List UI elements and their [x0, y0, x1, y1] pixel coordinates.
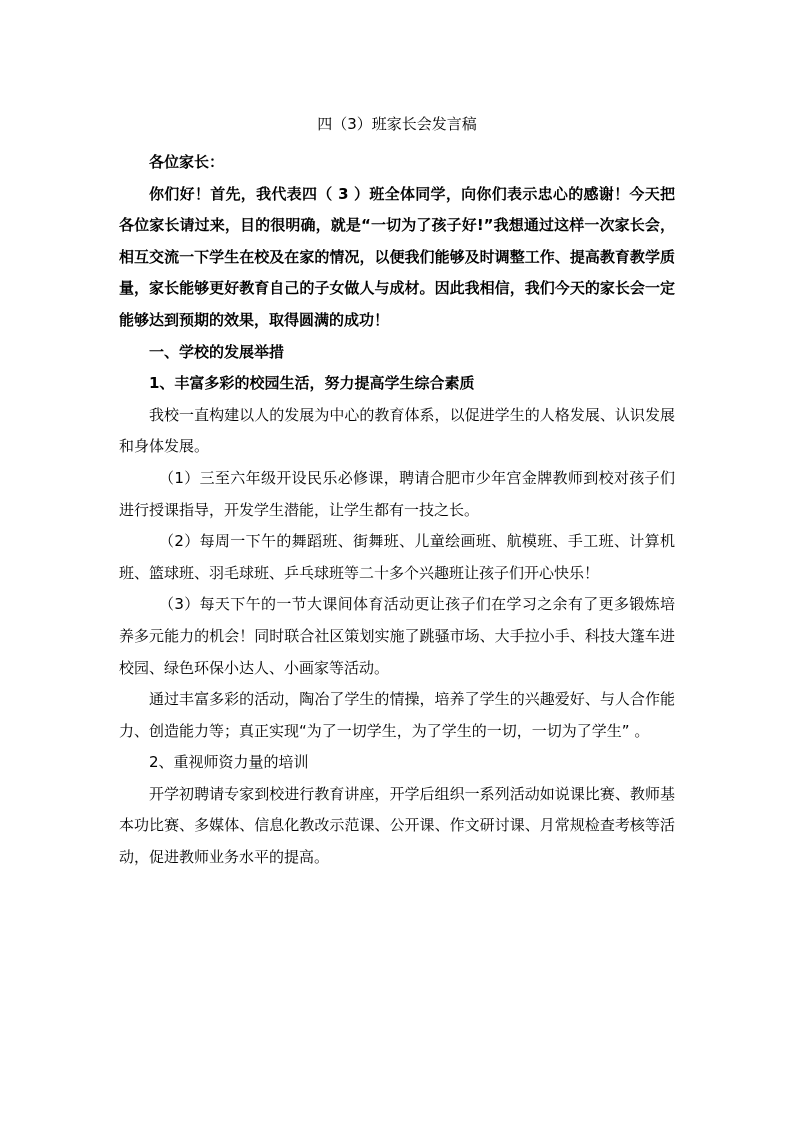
- subsection-2-text: 开学初聘请专家到校进行教育讲座，开学后组织一系列活动如说课比赛、教师基本功比赛、多媒体、信息化教改示范课、公开课、作文研讨课、月常规检查考核等活动，促进教师业务水平的提高。: [119, 784, 675, 867]
- summary-paragraph: 通过丰富多彩的活动，陶冶了学生的情操，培养了学生的兴趣爱好、与人合作能力、创造能力等；真正实现“为了一切学生，为了学生的一切，一切为了学生” 。: [119, 690, 675, 740]
- subsection-heading-2: 2、重视师资力量的培训: [149, 753, 309, 772]
- document-title: 四（3）班家长会发言稿: [317, 115, 477, 133]
- opening-paragraph: 你们好！首先，我代表四（ 3 ）班全体同学，向你们表示忠心的感谢！今天把各位家长请过来，目的很明确，就是“一切为了孩子好!”我想通过这样一次家长会，相互交流一下学生在校及在家的情况，以便我们能够及时调整工作、提高教育教学质量，家长能够更好教育自己的子女做人与成材。因此我相信，我们今天的家长会一定能够达到预期的效果，取得圆满的成功！: [119, 184, 675, 329]
- section-heading-1: 一、学校的发展举措: [149, 342, 285, 361]
- list-item-1: （1）三至六年级开设民乐必修课，聘请合肥市少年宫金牌教师到校对孩子们进行授课指导，开发学生潜能，让学生都有一技之长。: [119, 468, 675, 519]
- subsection-heading-1: 1、丰富多彩的校园生活，努力提高学生综合素质: [149, 374, 475, 393]
- subsection-1-intro: 我校一直构建以人的发展为中心的教育体系，以促进学生的人格发展、认识发展和身体发展。: [119, 405, 675, 456]
- document-body: [119, 147, 675, 874]
- greeting: 各位家长：: [149, 153, 225, 171]
- list-item-3: （3）每天下午的一节大课间体育活动更让孩子们在学习之余有了更多锻炼培养多元能力的机会！同时联合社区策划实施了跳骚市场、大手拉小手、科技大篷车进校园、绿色环保小达人、小画家等活动。: [119, 595, 675, 677]
- list-item-2: （2）每周一下午的舞蹈班、街舞班、儿童绘画班、航模班、手工班、计算机班、篮球班、羽毛球班、乒乓球班等二十多个兴趣班让孩子们开心快乐！: [119, 532, 675, 582]
